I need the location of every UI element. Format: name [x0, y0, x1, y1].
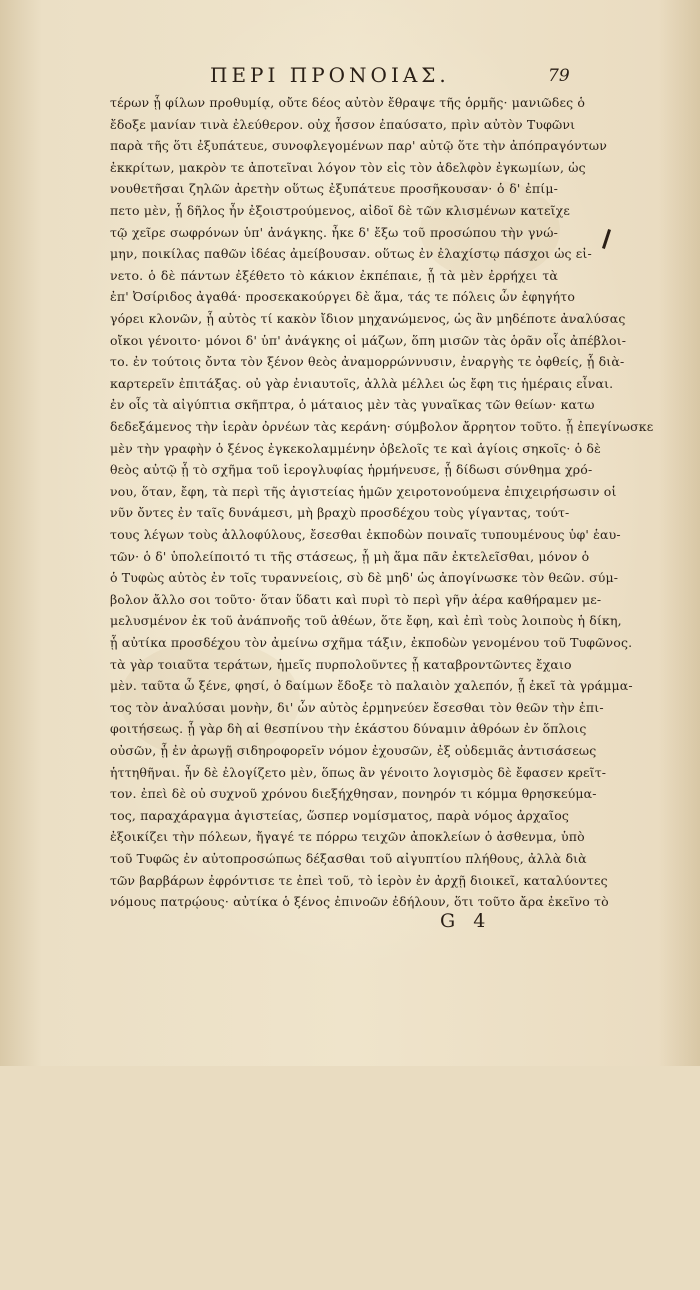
text-line: νουθετῆσαι ζηλῶν ἀρετὴν οὕτως ἐξυπάτευε προσῆκουσαν· ὁ δ' ἐπίμ- — [110, 181, 558, 197]
text-line: δεδεξάμενος τὴν ἱερὰν ὀρνέων τὰς κεράνη· σύμβολον ἄρρητον τοῦτο. ᾗ ἐπεγίνωσκε — [110, 419, 654, 434]
text-line: γόρει κλονῶν, ᾗ αὐτὸς τί κακὸν ἴδιον μηχανώμενος, ὡς ἂν μηδέποτε ἀναλύσας — [110, 311, 626, 326]
text-line: μην, ποικίλας παθῶν ἰδέας ἀμείβουσαν. οὕτως ἐν ἐλαχίστῳ πάσχοι ὡς εἰ- — [110, 246, 592, 262]
text-line: καρτερεῖν ἐπιτάξας. οὐ γὰρ ἐνιαυτοῖς, ἀλλὰ μέλλει ὡς ἔφη τις ἡμέραις εἶναι. — [110, 375, 614, 391]
text-line: τέρων ᾗ φίλων προθυμίᾳ, οὔτε δέος αὐτὸν ἔθραψε τῆς ὁρμῆς· μανιῶδες ὁ — [110, 95, 586, 110]
text-line: πετο μὲν, ᾗ δῆλος ἦν ἐξοιστρούμενος, αἰδοῖ δὲ τῶν κλισμένων κατεῖχε — [110, 203, 570, 218]
text-line: νου, ὅταν, ἔφη, τὰ περὶ τῆς ἀγιστείας ἡμῶν χειροτονούμενα ἐπιχειρήσωσιν οἱ — [110, 483, 617, 499]
text-line: τῶν· ὁ δ' ὑπολείποιτό τι τῆς στάσεως, ᾗ μὴ ἅμα πᾶν ἐκτελεῖσθαι, μόνον ὁ — [110, 548, 590, 564]
text-line: τος, παραχάραγμα ἀγιστείας, ὥσπερ νομίσματος, παρὰ νόμος ἀρχαῖος — [110, 807, 570, 823]
text-line: ἐξοικίζει τὴν πόλεων, ἤγαγέ τε πόρρω τειχῶν ἀποκλείων ὁ ἀσθενμα, ὑπὸ — [110, 829, 585, 845]
folio-number: 79 — [548, 66, 570, 86]
running-title: ΠΕΡΙ ΠΡΟΝΟΙΑΣ. — [210, 63, 450, 87]
running-head — [0, 60, 700, 90]
text-line: ἐκκρίτων, μακρὸν τε ἀποτεῖναι λόγον τὸν εἰς τὸν ἀδελφὸν ἐγκωμίων, ὡς — [110, 159, 586, 175]
text-line: τος τὸν ἀναλύσαι μονὴν, δι' ὧν αὐτὸς ἑρμηνεύεν ἔσεσθαι τὸν θεῶν τὴν ἐπι- — [110, 699, 604, 715]
text-line: ἔδοξε μανίαν τινὰ ἐλεύθερον. οὐχ ἧσσον ἐπαύσατο, πρὶν αὐτὸν Τυφῶνι — [110, 116, 576, 132]
text-line: ᾗ αὐτίκα προσδέχου τὸν ἀμείνω σχῆμα τάξιν, ἐκποδὼν γενομένου τοῦ Τυφῶνος. — [110, 635, 633, 650]
text-line: το. ἐν τούτοις ὄντα τὸν ξένον θεὸς ἀναμορρώννυσιν, ἐναργὴς τε ὀφθείς, ᾗ διὰ- — [110, 354, 625, 370]
text-line: τοῦ Τυφῶς ἐν αὐτοπροσώπως δέξασθαι τοῦ αἰγυπτίου πλήθους, ἀλλὰ διὰ — [110, 851, 587, 866]
text-line: παρὰ τῆς ὅτι ἐξυπάτευε, συνοφλεγομένων παρ' αὐτῷ ὅτε τὴν ἀπόπραγόντων — [110, 138, 607, 154]
text-line: ἐπ' Ὀσίριδος ἀγαθά· προσεκακούργει δὲ ἅμα, τάς τε πόλεις ὧν ἐφηγήτο — [110, 289, 576, 305]
text-line: θεὸς αὐτῷ ᾗ τὸ σχῆμα τοῦ ἱερογλυφίας ἡρμήνευσε, ᾗ δίδωσι σύνθημα χρό- — [110, 462, 593, 478]
text-line: τους λέγων τοὺς ἀλλοφύλους, ἔσεσθαι ἐκποδὼν ποιναῖς τυπουμένους ὑφ' ἑαυ- — [110, 527, 621, 542]
text-line: τὰ γὰρ τοιαῦτα τεράτων, ἡμεῖς πυρπολοῦντες ᾗ καταβροντῶντες ἔχαιο — [110, 656, 572, 672]
text-line: νετο. ὁ δὲ πάντων ἐξέθετο τὸ κάκιον ἐκπέπαιε, ᾗ τὰ μὲν ἐρρήχει τὰ — [110, 267, 558, 283]
text-line: νῦν ὄντες ἐν ταῖς δυνάμεσι, μὴ βραχὺ προσδέχου τοὺς γίγαντας, τούτ- — [110, 505, 570, 521]
signature-mark: G 4 — [440, 910, 492, 932]
text-line: μελυσμένον ἐκ τοῦ ἀνάπνοῆς τοῦ ἀθέων, ὅτε ἔφη, καὶ ἐπὶ τοὺς λοιποὺς ἡ δίκη, — [110, 613, 622, 629]
text-line: νόμους πατρῴους· αὐτίκα ὁ ξένος ἐπινοῶν ἐδήλουν, ὅτι τοῦτο ἄρα ἐκεῖνο τὸ — [110, 894, 609, 910]
text-line: οἴκοι γένοιτο· μόνοι δ' ὑπ' ἀνάγκης οἱ μάζων, ὅπη μισῶν τὰς ὁρᾶν οἷς ἀπέβλοι- — [110, 332, 627, 348]
text-line: μὲν. ταῦτα ὦ ξένε, φησί, ὁ δαίμων ἔδοξε τὸ παλαιὸν χαλεπόν, ᾗ ἐκεῖ τὰ γράμμα- — [110, 678, 633, 694]
marginal-mark — [602, 229, 611, 249]
text-line: φοιτήσεως. ᾗ γὰρ δὴ αἱ θεσπίνου τὴν ἑκάστου δύναμιν ἀθρόων ἐν ὅπλοις — [110, 721, 587, 737]
text-line: ὁ Τυφὼς αὐτὸς ἐν τοῖς τυραννείοις, σὺ δὲ μηδ' ὡς ἀπογίνωσκε τὸν θεῶν. σύμ- — [110, 570, 619, 586]
text-line: ἐν οἷς τὰ αἰγύπτια σκῆπτρα, ὁ μάταιος μὲν τὰς γυναῖκας τῶν θείων· κατω — [110, 397, 595, 413]
text-line: ἡττηθῆναι. ἦν δὲ ἐλογίζετο μὲν, ὅπως ἂν γένοιτο λογισμὸς δὲ ἔφασεν κρεῖτ- — [110, 764, 607, 780]
text-line: βολον ἄλλο σοι τοῦτο· ὅταν ὕδατι καὶ πυρὶ τὸ περὶ γῆν ἀέρα καθήραμεν με- — [110, 591, 602, 607]
text-line: οὐσῶν, ᾗ ἐν ἀρωγῇ σιδηροφορεῖν νόμον ἐχουσῶν, ἐξ οὐδεμιᾶς ἀντισάσεως — [110, 743, 597, 758]
text-line: τῶν βαρβάρων ἐφρόντισε τε ἐπεὶ τοῦ, τὸ ἱερὸν ἐν ἀρχῇ διοικεῖ, καταλύοντες — [110, 872, 608, 888]
text-line: μὲν τὴν γραφὴν ὁ ξένος ἐγκεκολαμμένην ὀβελοῖς τε καὶ ἁγίοις σηκοῖς· ὁ δὲ — [110, 440, 601, 456]
text-line: τον. ἐπεὶ δὲ οὐ συχνοῦ χρόνου διεξήχθησαν, πονηρόν τι κόμμα θρησκεύμα- — [110, 786, 597, 802]
text-line: τῷ χεῖρε σωφρόνων ὑπ' ἀνάγκης. ἦκε δ' ἔξω τοῦ προσώπου τὴν γνώ- — [110, 224, 558, 240]
text-block — [110, 90, 654, 1290]
